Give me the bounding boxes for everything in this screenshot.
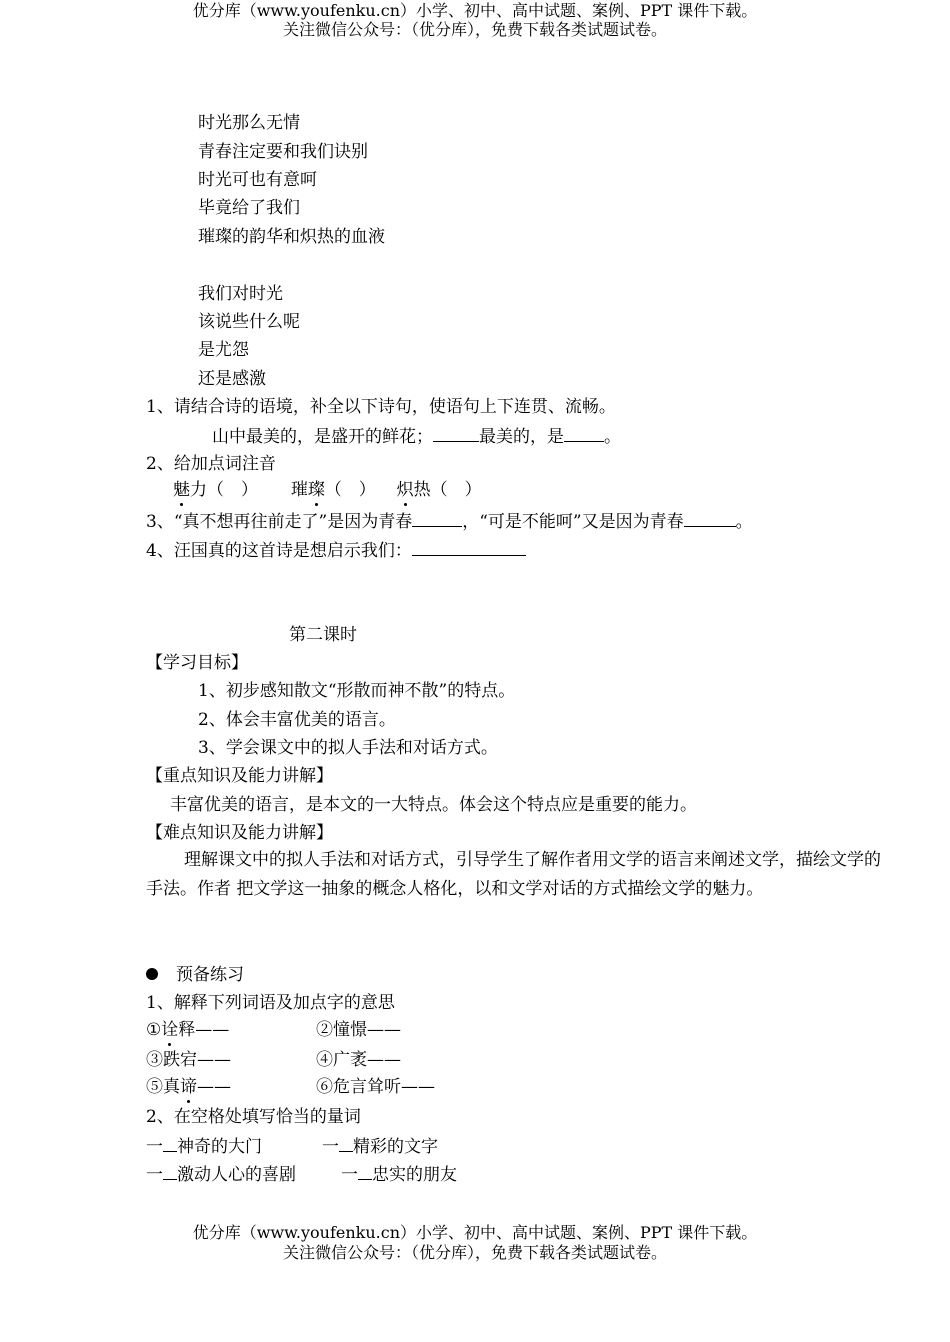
item-prefix: 一 bbox=[322, 1137, 339, 1157]
item-number: ① bbox=[146, 1020, 162, 1040]
item-text: 神奇的大门 bbox=[177, 1137, 262, 1157]
item-number: ⑥ bbox=[316, 1077, 333, 1097]
poem-line: 时光那么无情 bbox=[198, 113, 300, 133]
goal-item: 3、学会课文中的拟人手法和对话方式。 bbox=[198, 738, 498, 758]
header-line-1: 优分库（www.youfenku.cn）小学、初中、高中试题、案例、PPT 课件下载。 bbox=[192, 1, 758, 20]
q2-item-rest: 力（ ） bbox=[190, 480, 258, 500]
question-1-title: 1、请结合诗的语境，补全以下诗句，使语句上下连贯、流畅。 bbox=[146, 397, 616, 417]
answer-blank[interactable] bbox=[412, 511, 462, 527]
item-text: 危言耸听—— bbox=[333, 1077, 435, 1097]
poem-line: 时光可也有意呵 bbox=[198, 170, 317, 190]
key-text: 丰富优美的语言，是本文的一大特点。体会这个特点应是重要的能力。 bbox=[170, 795, 697, 815]
question-1-line bbox=[212, 426, 621, 447]
item-text: 忠实的朋友 bbox=[372, 1165, 457, 1185]
hard-heading: 【难点知识及能力讲解】 bbox=[146, 823, 333, 843]
poem-line: 我们对时光 bbox=[198, 284, 283, 304]
poem-line: 该说些什么呢 bbox=[198, 312, 300, 332]
poem-line: 还是感激 bbox=[198, 369, 266, 389]
lesson-title: 第二课时 bbox=[289, 625, 357, 645]
poem-line: 是尤怨 bbox=[198, 340, 249, 360]
question-2-items bbox=[173, 480, 482, 500]
goal-item: 2、体会丰富优美的语言。 bbox=[198, 710, 396, 730]
exercise-2-item bbox=[341, 1164, 457, 1185]
item-rest: 释—— bbox=[178, 1020, 230, 1040]
goal-item: 1、初步感知散文“形散而神不散”的特点。 bbox=[198, 681, 516, 701]
item-text: 跌宕—— bbox=[163, 1050, 231, 1070]
q2-item-rest: （ ） bbox=[324, 480, 376, 500]
exercise-2-item bbox=[146, 1136, 262, 1157]
exercise-1-item bbox=[146, 1077, 231, 1097]
exercise-1-item bbox=[316, 1050, 401, 1070]
poem-line: 青春注定要和我们诀别 bbox=[198, 142, 368, 162]
q3-text-c: 。 bbox=[735, 512, 753, 532]
footer-line-1: 优分库（www.youfenku.cn）小学、初中、高中试题、案例、PPT 课件下载。 bbox=[192, 1223, 758, 1242]
item-number: ⑤ bbox=[146, 1077, 163, 1097]
key-heading: 【重点知识及能力讲解】 bbox=[146, 766, 333, 786]
dotted-char: 诠 bbox=[161, 1020, 179, 1040]
hard-text: 理解课文中的拟人手法和对话方式，引导学生了解作者用文学的语言来阐述文学，描绘文学的手法。作者 把文学这一抽象的概念人格化，以和文学对话的方式描绘文学的魅力。 bbox=[146, 850, 881, 899]
item-prefix: 一 bbox=[146, 1165, 163, 1185]
exercise-2-item bbox=[322, 1136, 438, 1157]
goals-heading: 【学习目标】 bbox=[146, 653, 248, 673]
dotted-char: 谛 bbox=[180, 1077, 197, 1097]
item-number: ③ bbox=[146, 1050, 163, 1070]
q4-text: 4、汪国真的这首诗是想启示我们： bbox=[146, 541, 412, 561]
poem-line: 璀璨的韵华和炽热的血液 bbox=[198, 227, 385, 247]
answer-blank[interactable] bbox=[412, 540, 526, 556]
exercise-1-title: 1、解释下列词语及加点字的意思 bbox=[146, 993, 395, 1013]
question-3 bbox=[146, 511, 753, 532]
prep-heading-text: 预备练习 bbox=[176, 965, 244, 985]
exercise-1-item bbox=[146, 1050, 231, 1070]
item-prefix: 一 bbox=[146, 1137, 163, 1157]
exercise-1-item bbox=[316, 1077, 435, 1097]
header-line-2: 关注微信公众号：（优分库），免费下载各类试题试卷。 bbox=[282, 20, 667, 39]
q1-text-c: 。 bbox=[604, 427, 621, 447]
answer-blank[interactable] bbox=[433, 426, 479, 442]
answer-blank[interactable] bbox=[163, 1136, 177, 1152]
answer-blank[interactable] bbox=[163, 1164, 177, 1180]
poem-line: 毕竟给了我们 bbox=[198, 198, 300, 218]
item-text: 激动人心的喜剧 bbox=[177, 1165, 296, 1185]
q3-text-b: ，“可是不能呵”又是因为青春 bbox=[462, 512, 684, 532]
item-text: 憧憬—— bbox=[333, 1020, 401, 1040]
item-rest: —— bbox=[197, 1077, 231, 1097]
exercise-2-title: 2、在空格处填写恰当的量词 bbox=[146, 1107, 361, 1127]
question-2-title: 2、给加点词注音 bbox=[146, 454, 276, 474]
item-number: ④ bbox=[316, 1050, 333, 1070]
exercise-2-item bbox=[146, 1164, 296, 1185]
answer-blank[interactable] bbox=[358, 1164, 372, 1180]
exercise-1-item bbox=[316, 1020, 401, 1040]
dotted-char: 璨 bbox=[307, 480, 325, 500]
question-4 bbox=[146, 540, 526, 561]
answer-blank[interactable] bbox=[339, 1136, 353, 1152]
item-text: 精彩的文字 bbox=[353, 1137, 438, 1157]
prep-heading bbox=[146, 965, 244, 985]
item-prefix: 一 bbox=[341, 1165, 358, 1185]
q2-item-rest: 热（ ） bbox=[413, 480, 482, 500]
q3-text-a: 3、“真不想再往前走了”是因为青春 bbox=[146, 512, 413, 532]
answer-blank[interactable] bbox=[564, 426, 604, 442]
item-text: 广袤—— bbox=[333, 1050, 401, 1070]
answer-blank[interactable] bbox=[684, 511, 736, 527]
exercise-1-item bbox=[146, 1020, 229, 1040]
item-number: ② bbox=[316, 1020, 333, 1040]
q1-text-b: 最美的，是 bbox=[479, 427, 564, 447]
q1-text-a: 山中最美的，是盛开的鲜花； bbox=[212, 427, 433, 447]
dotted-char: 炽 bbox=[396, 480, 414, 500]
item-text: 真 bbox=[163, 1077, 180, 1097]
dotted-char: 魅 bbox=[173, 480, 190, 500]
q2-item-plain: 璀 bbox=[290, 480, 308, 500]
bullet-icon bbox=[146, 968, 158, 980]
footer-line-2: 关注微信公众号：（优分库），免费下载各类试题试卷。 bbox=[282, 1243, 667, 1262]
